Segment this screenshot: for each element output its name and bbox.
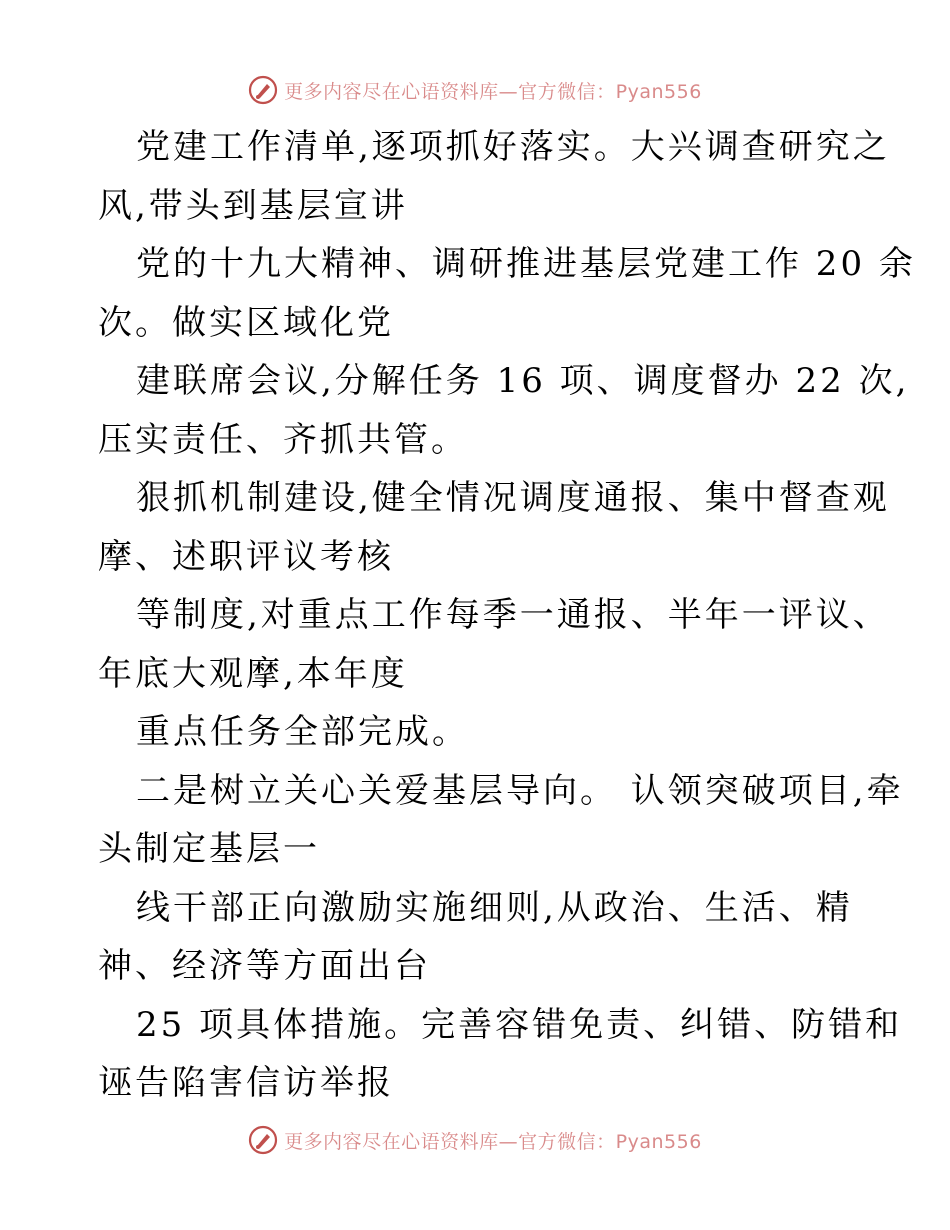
pen-nib-logo-icon	[248, 1125, 278, 1155]
header-watermark	[0, 72, 950, 108]
watermark-text: 更多内容尽在心语资料库—官方微信：Pyan556	[284, 1130, 702, 1153]
text-line: 狠抓机制建设,健全情况调度通报、集中督查观	[136, 478, 890, 518]
text-line: 风,带头到基层宣讲	[98, 185, 408, 226]
text-line: 重点任务全部完成。	[136, 712, 469, 752]
text-line: 诬告陷害信访举报	[98, 1063, 394, 1103]
text-line: 建联席会议,分解任务 16 项、调度督办 22 次,	[136, 361, 910, 401]
document-body	[98, 118, 916, 1113]
text-line: 摩、述职评议考核	[98, 536, 394, 577]
text-line: 线干部正向激励实施细则,从政治、生活、精	[136, 887, 853, 928]
text-line: 年底大观摩,本年度	[98, 653, 408, 694]
text-line: 党建工作清单,逐项抓好落实。大兴调查研究之	[136, 127, 890, 167]
watermark-text: 更多内容尽在心语资料库—官方微信：Pyan556	[284, 80, 702, 103]
footer-watermark	[0, 1122, 950, 1158]
text-line: 党的十九大精神、调研推进基层党建工作 20 余	[136, 244, 916, 284]
text-line: 25 项具体措施。完善容错免责、纠错、防错和	[136, 1004, 903, 1045]
text-line: 二是树立关心关爱基层导向。 认领突破项目,牵	[136, 770, 904, 811]
text-line: 等制度,对重点工作每季一通报、半年一评议、	[136, 595, 890, 635]
text-line: 次。做实区域化党	[98, 302, 394, 343]
text-line: 头制定基层一	[98, 829, 320, 869]
text-line: 压实责任、齐抓共管。	[98, 419, 468, 460]
pen-nib-logo-icon	[248, 75, 278, 105]
text-line: 神、经济等方面出台	[98, 946, 431, 986]
